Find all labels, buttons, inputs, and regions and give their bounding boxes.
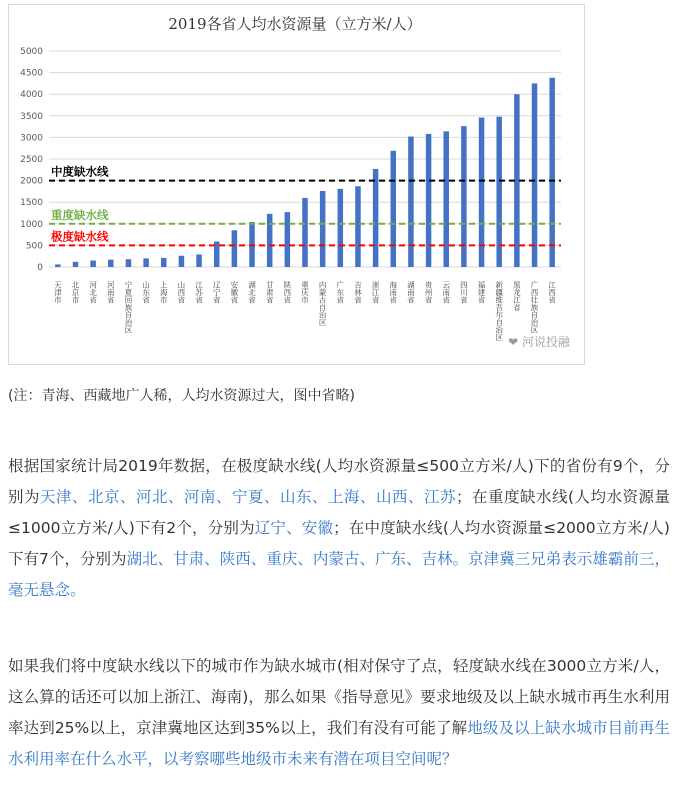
x-tick-label: 江苏省 — [194, 281, 204, 304]
bar — [55, 264, 61, 267]
bar — [391, 151, 397, 267]
x-tick-label: 内蒙古自治区 — [318, 281, 328, 326]
chart-title: 2019各省人均水资源量（立方米/人） — [168, 15, 422, 33]
body-text: 如果我们将中度缺水线以下的城市作为缺水城市(相对保守了点，轻度缺水线在3000立方米/人，这么算的话还可以加上浙江、海南)，那么如果《指导意见》要求地级及以上缺水城市再生水利用率达到25%以上，京津冀地区达到35%以上，我们有没有可能了解 — [8, 657, 670, 737]
body-text: ；在中度缺水线(人均水资源量≤2000立方米/人)下有7个，分别为 — [8, 519, 670, 568]
body-text: 根据国家统计局2019年数据，在极度缺水线(人均水资源量≤500立方米/人)下的省份有9个，分别为 — [8, 457, 670, 506]
bar — [108, 260, 114, 267]
x-tick-label: 河南省 — [106, 281, 116, 304]
y-tick-label: 4500 — [20, 68, 43, 79]
x-tick-label: 辽宁省 — [212, 281, 222, 304]
bar — [161, 258, 167, 267]
y-tick-label: 2000 — [20, 176, 43, 187]
highlight-text: 湖北、甘肃、陕西、重庆、内蒙古、广东、吉林。京津冀三兄弟表示雄霸前三，毫无悬念。 — [8, 550, 670, 599]
bar — [143, 258, 149, 267]
x-tick-label: 北京市 — [70, 281, 80, 304]
y-tick-label: 0 — [37, 263, 43, 273]
paragraph-2 — [8, 651, 670, 775]
bar — [90, 261, 96, 267]
x-tick-label: 陕西省 — [282, 281, 292, 304]
x-tick-label: 广西壮族自治区 — [530, 281, 540, 334]
x-tick-label: 吉林省 — [353, 281, 363, 304]
watermark: ❤ 河说投融 — [508, 335, 570, 349]
bar — [373, 169, 379, 267]
chart-container — [8, 4, 585, 365]
x-tick-label: 贵州省 — [424, 281, 434, 304]
x-tick-label: 湖南省 — [406, 281, 416, 304]
y-tick-label: 2500 — [20, 155, 43, 165]
bar — [196, 254, 202, 267]
bar — [267, 214, 273, 267]
bar — [532, 83, 538, 267]
y-tick-label: 4000 — [20, 90, 43, 101]
chart-note: (注：青海、西藏地广人稀，人均水资源过大，图中省略) — [8, 388, 355, 404]
x-tick-label: 上海市 — [159, 281, 169, 304]
y-tick-label: 3500 — [20, 111, 43, 122]
x-tick-label: 湖北省 — [247, 281, 257, 304]
y-tick-label: 5000 — [20, 47, 43, 57]
x-tick-label: 云南省 — [441, 281, 451, 304]
bar — [126, 259, 132, 267]
bar — [302, 198, 308, 267]
y-tick-label: 1000 — [20, 219, 43, 230]
bar — [285, 212, 291, 267]
y-tick-label: 3000 — [20, 133, 43, 144]
reference-line-label: 重度缺水线 — [51, 207, 109, 222]
reference-line-label: 极度缺水线 — [51, 229, 109, 244]
x-tick-label: 安徽省 — [229, 281, 239, 304]
bar — [443, 131, 449, 267]
x-tick-label: 天津市 — [53, 281, 63, 304]
x-tick-label: 海南省 — [388, 281, 398, 304]
x-tick-label: 重庆市 — [300, 281, 310, 304]
highlight-text: 辽宁、安徽 — [254, 519, 334, 537]
x-tick-label: 山西省 — [176, 281, 186, 304]
x-tick-label: 广东省 — [335, 281, 345, 304]
y-tick-label: 500 — [25, 241, 43, 252]
x-tick-label: 甘肃省 — [265, 281, 275, 304]
highlight-text: 地级及以上缺水城市目前再生水利用率在什么水平，以考察哪些地级市未来有潜在项目空间呢？ — [8, 719, 670, 768]
bar — [338, 189, 344, 267]
paragraph-1 — [8, 451, 670, 606]
y-tick-label: 1500 — [20, 198, 43, 209]
x-tick-label: 四川省 — [459, 281, 469, 304]
bar — [73, 262, 79, 267]
bar — [549, 78, 555, 267]
water-resources-bar-chart — [9, 5, 586, 366]
bar — [232, 230, 238, 267]
body-text: ；在重度缺水线(人均水资源量≤1000立方米/人)下有2个，分别为 — [8, 488, 670, 537]
x-tick-label: 浙江省 — [371, 281, 381, 304]
reference-line-label: 中度缺水线 — [51, 164, 109, 179]
bar — [355, 186, 361, 267]
bar — [426, 134, 432, 267]
highlight-text: 天津、北京、河北、河南、宁夏、山东、上海、山西、江苏 — [40, 488, 456, 506]
x-tick-label: 宁夏回族自治区 — [123, 281, 133, 334]
bar — [320, 191, 326, 267]
x-tick-label: 黑龙江省 — [512, 281, 522, 311]
x-tick-label: 江西省 — [547, 281, 557, 304]
x-tick-label: 河北省 — [88, 281, 98, 304]
x-tick-label: 福建省 — [477, 281, 487, 304]
bar — [179, 256, 185, 267]
x-tick-label: 山东省 — [141, 281, 151, 304]
bar — [408, 137, 414, 267]
x-tick-label: 新疆维吾尔自治区 — [494, 281, 504, 341]
